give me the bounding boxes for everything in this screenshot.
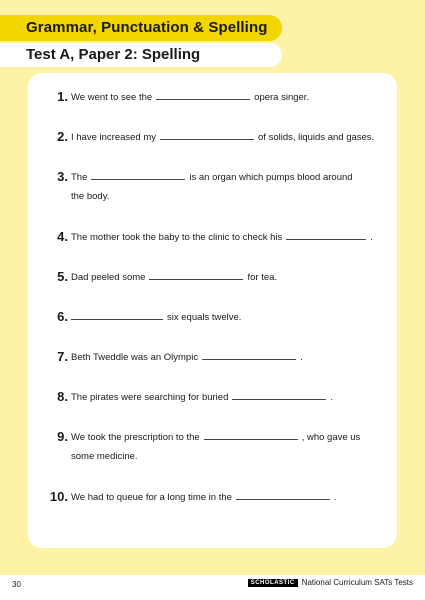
answer-blank[interactable] [202, 351, 296, 360]
question-text [71, 431, 360, 444]
answer-blank[interactable] [286, 231, 366, 240]
question-text-after: . [300, 352, 303, 363]
question-text [71, 131, 374, 144]
question-text [71, 351, 303, 364]
publisher-logo: SCHOLASTIC [248, 579, 298, 587]
question-text-after: opera singer. [254, 92, 310, 103]
question-text-after: six equals twelve. [167, 312, 242, 323]
question-text-after: of solids, liquids and gases. [258, 132, 375, 143]
question-number: 4. [57, 229, 68, 244]
question-number: 5. [57, 269, 68, 284]
question-5 [28, 269, 397, 289]
question-text-after: is an organ which pumps blood around [189, 172, 353, 183]
question-text [71, 491, 337, 504]
question-number: 3. [57, 169, 68, 184]
question-text [71, 171, 353, 184]
answer-blank[interactable] [204, 431, 298, 440]
answer-blank[interactable] [156, 91, 250, 100]
question-text [71, 91, 309, 104]
answer-blank[interactable] [91, 171, 185, 180]
test-title: Test A, Paper 2: Spelling [26, 46, 201, 63]
question-number: 1. [57, 89, 68, 104]
question-number: 7. [57, 349, 68, 364]
question-text-after: for tea. [247, 272, 278, 283]
question-number: 6. [57, 309, 68, 324]
page-title: Grammar, Punctuation & Spelling [26, 19, 268, 36]
question-2 [28, 129, 397, 149]
question-text [71, 271, 277, 284]
footer-branding [248, 578, 413, 587]
question-number: 9. [57, 429, 68, 444]
page-number: 30 [12, 580, 21, 589]
answer-blank[interactable] [71, 311, 163, 320]
question-text-before: We went to see the [71, 92, 153, 103]
answer-blank[interactable] [160, 131, 254, 140]
question-number: 10. [49, 489, 68, 504]
question-number: 8. [57, 389, 68, 404]
question-6 [28, 309, 397, 329]
question-1 [28, 89, 397, 109]
question-text-after: , who gave us [301, 432, 361, 443]
question-3 [28, 169, 397, 202]
question-text-before: Dad peeled some [71, 272, 146, 283]
question-4 [28, 229, 397, 249]
question-7 [28, 349, 397, 369]
question-8 [28, 389, 397, 409]
question-text-before: We had to queue for a long time in the [71, 492, 232, 503]
answer-blank[interactable] [236, 491, 330, 500]
question-text [71, 391, 333, 404]
question-text-after: . [330, 392, 333, 403]
question-text-before: I have increased my [71, 132, 157, 143]
question-text-before: The pirates were searching for buried [71, 392, 229, 403]
question-text-before: The [71, 172, 88, 183]
question-text-continued: the body. [71, 191, 110, 202]
question-text-before: Beth Tweddle was an Olympic [71, 352, 199, 363]
answer-blank[interactable] [232, 391, 326, 400]
question-text-before: We took the prescription to the [71, 432, 200, 443]
question-text-continued: some medicine. [71, 451, 138, 462]
question-text [71, 231, 373, 244]
question-text [71, 311, 241, 324]
question-9 [28, 429, 397, 462]
series-name: National Curriculum SATs Tests [301, 578, 413, 587]
answer-blank[interactable] [149, 271, 243, 280]
question-text-before: The mother took the baby to the clinic to check his [71, 232, 283, 243]
question-text-after: . [333, 492, 337, 503]
question-number: 2. [57, 129, 68, 144]
question-text-after: . [370, 232, 373, 243]
question-10 [28, 489, 397, 509]
